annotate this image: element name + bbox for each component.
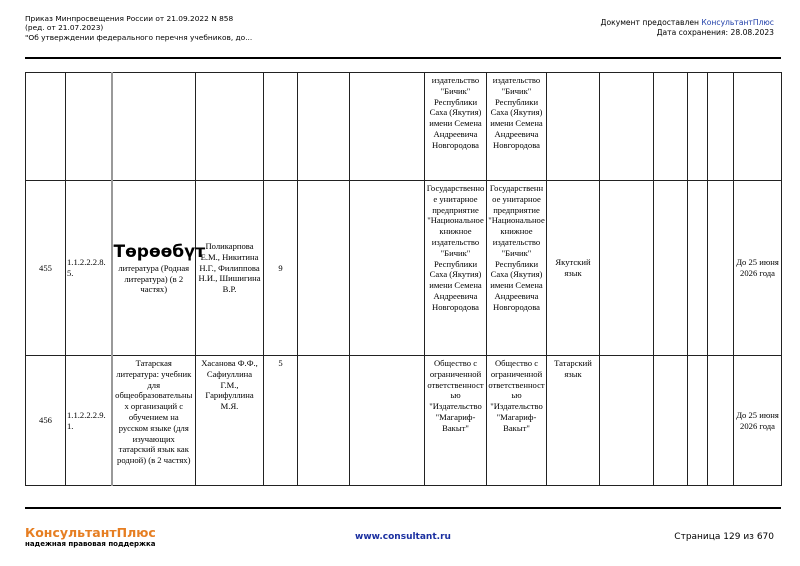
- cell-empty: [708, 356, 734, 486]
- cell-deadline: До 25 июня 2026 года: [734, 356, 782, 486]
- cell-language: Татарский язык: [547, 356, 600, 486]
- title-text: литература (Родная литература) (в 2 частях): [118, 262, 190, 295]
- cell-deadline: [734, 73, 782, 181]
- header-line: (ред. от 21.07.2023): [25, 23, 104, 33]
- cell-grade: 9: [264, 181, 298, 356]
- cell-publisher: издательство "Бичик" Республики Саха (Якутия) имени Семена Андреевича Новгородова: [425, 73, 487, 181]
- cell-publisher-2: Общество с ограниченной ответственностью "Издательство "Магариф-Вакыт": [487, 356, 547, 486]
- header-line: "Об утверждении федерального перечня учебников, до...: [25, 32, 253, 42]
- cell-empty: [654, 181, 688, 356]
- cell-authors: [196, 73, 264, 181]
- cell-empty: [688, 73, 708, 181]
- cell-num: 455: [26, 181, 66, 356]
- cell-num: 456: [26, 356, 66, 486]
- cell-deadline: До 25 июня 2026 года: [734, 181, 782, 356]
- saved-date: Дата сохранения: 28.08.2023: [656, 28, 774, 37]
- table-row: [26, 181, 782, 356]
- cell-language: Якутский язык: [547, 181, 600, 356]
- cell-code: [66, 73, 112, 181]
- cell-empty: [350, 356, 425, 486]
- cell-empty: [688, 181, 708, 356]
- cell-grade: [264, 73, 298, 181]
- cell-authors: Хасанова Ф.Ф., Сафиуллина Г.М., Гарифуллина М.Я.: [196, 356, 264, 486]
- title-large-word: Төрөөбүт: [113, 241, 206, 262]
- cell-empty: [600, 356, 654, 486]
- consultant-logo: [25, 526, 156, 549]
- header-divider: [25, 57, 781, 59]
- cell-empty: [350, 73, 425, 181]
- cell-grade: 5: [264, 356, 298, 486]
- cell-publisher: Общество с ограниченной ответственностью "Издательство "Магариф-Вакыт": [425, 356, 487, 486]
- document-provider-info: [601, 18, 774, 38]
- cell-title: [112, 181, 206, 356]
- cell-code: 1.1.2.2.2.9.1.: [66, 356, 112, 486]
- cell-title: Татарская литература: учебник для общеобразовательных организаций с обучением на русском языке (для изучающих татарский язык как родной) (в 2 частях): [112, 356, 196, 486]
- website-link[interactable]: www.consultant.ru: [355, 532, 451, 542]
- cell-language: [547, 73, 600, 181]
- cell-empty: [600, 181, 654, 356]
- cell-empty: [654, 356, 688, 486]
- page-number: Страница 129 из 670: [674, 532, 774, 542]
- table-row: [26, 73, 782, 181]
- cell-empty: [298, 356, 350, 486]
- cell-empty: [298, 73, 350, 181]
- cell-publisher-2: издательство "Бичик" Республики Саха (Якутия) имени Семена Андреевича Новгородова: [487, 73, 547, 181]
- cell-authors: Поликарпова Е.М., Никитина Н.Г., Филиппова Н.И., Шишигина В.Р.: [196, 181, 264, 356]
- logo-name: КонсультантПлюс: [25, 525, 156, 540]
- cell-publisher-2: Государственное унитарное предприятие "Национальное книжное издательство "Бичик" Республики Саха (Якутия) имени Семена Андреевича Новгородова: [487, 181, 547, 356]
- provider-link[interactable]: КонсультантПлюс: [701, 18, 774, 27]
- cell-empty: [654, 73, 688, 181]
- logo-tagline: надежная правовая поддержка: [25, 540, 156, 548]
- cell-code: 1.1.2.2.2.8.5.: [66, 181, 112, 356]
- table-row: [26, 356, 782, 486]
- cell-empty: [350, 181, 425, 356]
- provided-by-label: Документ предоставлен: [600, 18, 699, 27]
- footer-divider: [25, 507, 781, 509]
- cell-num: [26, 73, 66, 181]
- cell-empty: [688, 356, 708, 486]
- header-line: Приказ Минпросвещения России от 21.09.2022 N 858: [25, 14, 234, 23]
- textbook-table: [25, 72, 782, 486]
- cell-empty: [600, 73, 654, 181]
- cell-publisher: Государственное унитарное предприятие "Национальное книжное издательство "Бичик" Республики Саха (Якутия) имени Семена Андреевича Новгородова: [425, 181, 487, 356]
- document-header-info: [25, 14, 252, 42]
- cell-title: [112, 73, 196, 181]
- cell-empty: [708, 73, 734, 181]
- cell-empty: [298, 181, 350, 356]
- cell-empty: [708, 181, 734, 356]
